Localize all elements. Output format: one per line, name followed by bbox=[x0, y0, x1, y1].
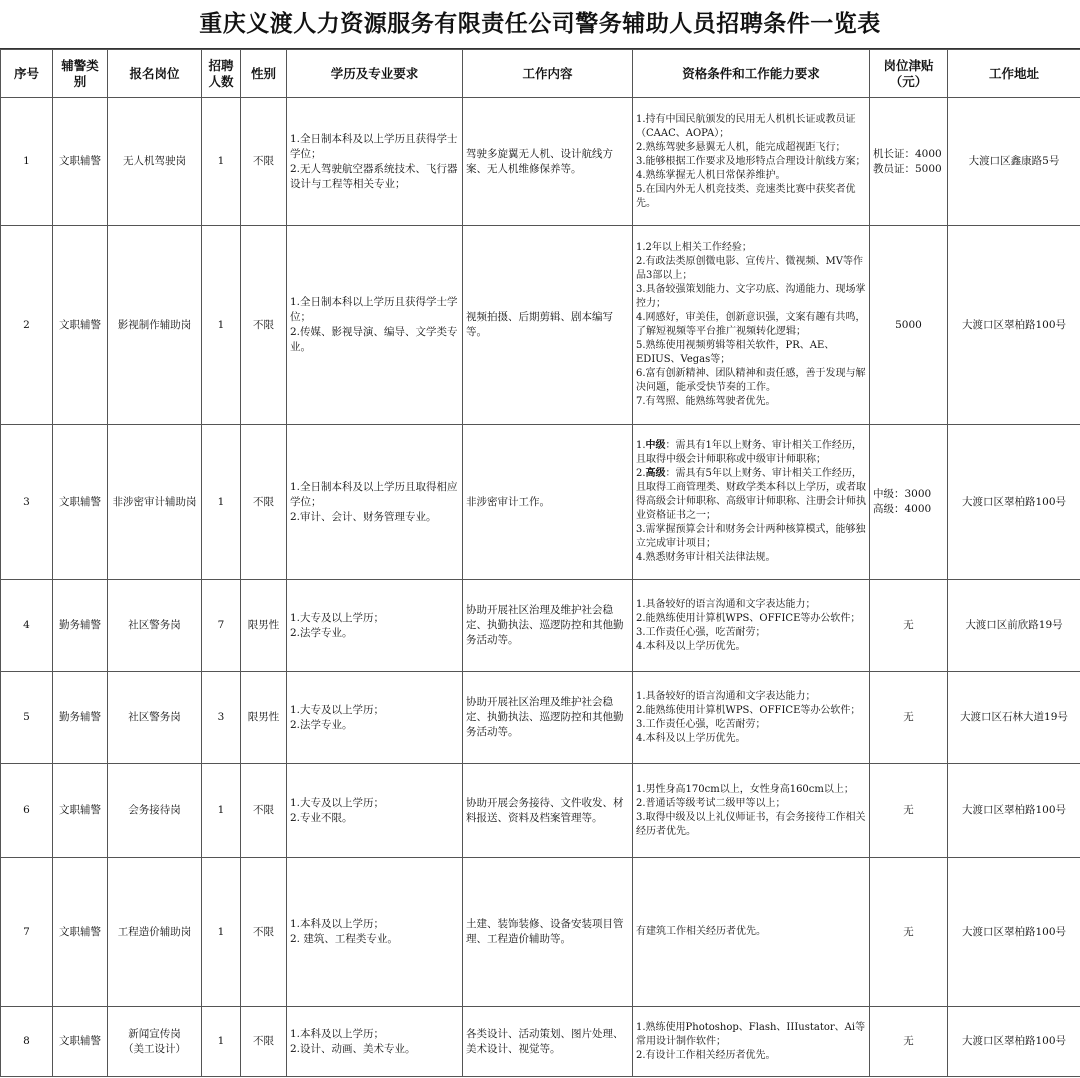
requirement-line: 1.持有中国民航颁发的民用无人机机长证或教员证（CAAC、AOPA）； bbox=[636, 113, 856, 139]
requirement-line: 1.具备较好的语言沟通和文字表达能力； bbox=[636, 598, 816, 610]
allowance-line: 无 bbox=[903, 711, 914, 723]
education-line: 2.无人驾驶航空器系统技术、飞行器设计与工程等相关专业； bbox=[290, 162, 458, 190]
cell-education bbox=[287, 580, 463, 672]
cell-count: 7 bbox=[202, 580, 241, 672]
cell-gender: 不限 bbox=[241, 764, 287, 858]
cell-position bbox=[108, 858, 202, 1007]
cell-count: 1 bbox=[202, 425, 241, 580]
requirement-line: 1.中级：需具有1年以上财务、审计相关工作经历，且取得中级会计师职称或中级审计师职称； bbox=[636, 440, 862, 465]
requirement-line: 3.具备较强策划能力、文字功底、沟通能力、现场掌控力； bbox=[636, 284, 866, 309]
cell-count: 1 bbox=[202, 1007, 241, 1077]
requirements-clip bbox=[636, 241, 866, 409]
cell-position bbox=[108, 764, 202, 858]
requirement-line: 2.熟练驾驶多悬翼无人机，能完成超视距飞行； bbox=[636, 141, 846, 153]
requirement-line: 3.工作责任心强，吃苦耐劳； bbox=[636, 626, 766, 638]
cell-address: 大渡口区前欣路19号 bbox=[948, 580, 1080, 672]
cell-category: 文职辅警 bbox=[53, 425, 108, 580]
cell-allowance bbox=[870, 226, 948, 425]
cell-gender: 不限 bbox=[241, 425, 287, 580]
page-title: 重庆义渡人力资源服务有限责任公司警务辅助人员招聘条件一览表 bbox=[0, 0, 1080, 49]
cell-address: 大渡口区石林大道19号 bbox=[948, 672, 1080, 764]
requirement-line: 4.本科及以上学历优先。 bbox=[636, 732, 746, 744]
cell-allowance bbox=[870, 1007, 948, 1077]
position-line: 工程造价辅助岗 bbox=[117, 925, 192, 938]
cell-duty: 协助开展社区治理及维护社会稳定、执勤执法、巡逻防控和其他勤务活动等。 bbox=[463, 672, 633, 764]
cell-index: 1 bbox=[1, 98, 53, 226]
requirement-line: 4.网感好，审美佳，创新意识强，文案有趣有共鸣，了解短视频等平台推广视频转化逻辑； bbox=[636, 312, 866, 337]
education-line: 2.法学专业。 bbox=[290, 718, 353, 731]
cell-position bbox=[108, 226, 202, 425]
header-education: 学历及专业要求 bbox=[287, 50, 463, 98]
cell-requirements bbox=[633, 764, 870, 858]
requirements-clip bbox=[636, 783, 866, 839]
position-line: 社区警务岗 bbox=[128, 711, 181, 723]
cell-category: 文职辅警 bbox=[53, 98, 108, 226]
table-row bbox=[1, 226, 1080, 425]
requirement-line: 7.有驾照、能熟练驾驶者优先。 bbox=[636, 396, 776, 407]
education-line: 1.全日制本科及以上学历且取得相应学位； bbox=[290, 480, 458, 508]
allowance-line: 无 bbox=[903, 925, 914, 938]
header-count: 招聘人数 bbox=[202, 50, 241, 98]
education-line: 1.大专及以上学历； bbox=[290, 796, 385, 809]
header-category: 辅警类别 bbox=[53, 50, 108, 98]
cell-gender: 不限 bbox=[241, 1007, 287, 1077]
cell-gender: 不限 bbox=[241, 858, 287, 1007]
cell-address: 大渡口区翠柏路100号 bbox=[948, 425, 1080, 580]
education-line: 1.本科及以上学历； bbox=[290, 1027, 385, 1040]
education-line: 2.审计、会计、财务管理专业。 bbox=[290, 510, 437, 523]
allowance-line: 无 bbox=[903, 619, 914, 631]
cell-index: 8 bbox=[1, 1007, 53, 1077]
header-index: 序号 bbox=[1, 50, 53, 98]
header-gender: 性别 bbox=[241, 50, 287, 98]
cell-duty: 视频拍摄、后期剪辑、剧本编写等。 bbox=[463, 226, 633, 425]
cell-index: 3 bbox=[1, 425, 53, 580]
cell-gender: 限男性 bbox=[241, 672, 287, 764]
requirement-line: 有建筑工作相关经历者优先。 bbox=[636, 926, 766, 937]
requirements-clip bbox=[636, 1021, 866, 1063]
requirement-line: 3.取得中级及以上礼仪师证书，有会务接待工作相关经历者优先。 bbox=[636, 811, 866, 837]
requirement-level: 中级 bbox=[645, 440, 666, 451]
cell-category: 文职辅警 bbox=[53, 858, 108, 1007]
cell-index: 5 bbox=[1, 672, 53, 764]
requirement-line: 2.有设计工作相关经历者优先。 bbox=[636, 1049, 776, 1061]
position-line: 无人机驾驶岗 bbox=[123, 155, 186, 167]
cell-gender: 不限 bbox=[241, 98, 287, 226]
requirement-line: 1.具备较好的语言沟通和文字表达能力； bbox=[636, 690, 816, 702]
cell-index: 7 bbox=[1, 858, 53, 1007]
cell-requirements bbox=[633, 98, 870, 226]
header-address: 工作地址 bbox=[948, 50, 1080, 98]
cell-index: 6 bbox=[1, 764, 53, 858]
requirement-line: 1.2年以上相关工作经验； bbox=[636, 242, 752, 253]
cell-category: 文职辅警 bbox=[53, 764, 108, 858]
allowance-line: 教员证：5000 bbox=[873, 162, 942, 175]
cell-duty: 非涉密审计工作。 bbox=[463, 425, 633, 580]
cell-position bbox=[108, 425, 202, 580]
cell-requirements bbox=[633, 672, 870, 764]
education-line: 2.设计、动画、美术专业。 bbox=[290, 1042, 416, 1055]
cell-index: 4 bbox=[1, 580, 53, 672]
cell-education bbox=[287, 425, 463, 580]
cell-duty: 协助开展会务接待、文件收发、材料报送、资料及档案管理等。 bbox=[463, 764, 633, 858]
cell-allowance bbox=[870, 858, 948, 1007]
cell-gender: 限男性 bbox=[241, 580, 287, 672]
cell-duty: 协助开展社区治理及维护社会稳定、执勤执法、巡逻防控和其他勤务活动等。 bbox=[463, 580, 633, 672]
cell-count: 3 bbox=[202, 672, 241, 764]
cell-education bbox=[287, 1007, 463, 1077]
table-row bbox=[1, 580, 1080, 672]
allowance-line: 中级：3000 bbox=[873, 488, 932, 500]
cell-education bbox=[287, 226, 463, 425]
allowance-line: 无 bbox=[903, 1035, 914, 1047]
position-line: 影视制作辅助岗 bbox=[117, 318, 192, 331]
education-line: 2. 建筑、工程类专业。 bbox=[290, 933, 398, 945]
cell-allowance bbox=[870, 580, 948, 672]
allowance-line: 机长证：4000 bbox=[873, 147, 942, 160]
cell-count: 1 bbox=[202, 858, 241, 1007]
education-line: 1.本科及以上学历； bbox=[290, 918, 385, 930]
cell-address: 大渡口区鑫康路5号 bbox=[948, 98, 1080, 226]
cell-index: 2 bbox=[1, 226, 53, 425]
cell-category: 勤务辅警 bbox=[53, 672, 108, 764]
requirement-line: 3.工作责任心强，吃苦耐劳； bbox=[636, 718, 766, 730]
cell-allowance bbox=[870, 98, 948, 226]
allowance-line: 高级：4000 bbox=[873, 503, 932, 515]
cell-count: 1 bbox=[202, 226, 241, 425]
cell-gender: 不限 bbox=[241, 226, 287, 425]
requirement-line: 3.需掌握预算会计和财务会计两种核算模式，能够独立完成审计项目； bbox=[636, 524, 866, 549]
position-line: 非涉密审计辅助岗 bbox=[112, 495, 197, 508]
header-position: 报名岗位 bbox=[108, 50, 202, 98]
table-row bbox=[1, 98, 1080, 226]
requirement-line: 2.高级：需具有5年以上财务、审计相关工作经历，且取得工商管理类、财政学类本科以上学历，或者取得高级会计师职称、高级审计师职称、注册会计师执业资格证书之一； bbox=[636, 468, 866, 521]
cell-position bbox=[108, 672, 202, 764]
cell-requirements bbox=[633, 226, 870, 425]
education-line: 1.大专及以上学历； bbox=[290, 611, 385, 624]
cell-duty: 各类设计、活动策划、图片处理、美术设计、视觉等。 bbox=[463, 1007, 633, 1077]
cell-requirements bbox=[633, 425, 870, 580]
allowance-line: 5000 bbox=[895, 318, 922, 331]
position-line: （美工设计） bbox=[123, 1042, 186, 1055]
requirement-line: 2.普通话等级考试二级甲等以上； bbox=[636, 797, 786, 809]
table-row bbox=[1, 764, 1080, 858]
position-line: 会务接待岗 bbox=[128, 804, 181, 816]
requirements-clip bbox=[636, 925, 866, 939]
education-line: 2.专业不限。 bbox=[290, 811, 353, 824]
requirements-clip bbox=[636, 598, 866, 654]
requirement-level: 高级 bbox=[645, 468, 666, 479]
education-line: 1.全日制本科及以上学历且获得学士学位； bbox=[290, 132, 458, 160]
requirement-line: 1.熟练使用Photoshop、Flash、IIIustator、Ai等常用设计制作软件； bbox=[636, 1021, 866, 1047]
cell-count: 1 bbox=[202, 98, 241, 226]
cell-address: 大渡口区翠柏路100号 bbox=[948, 764, 1080, 858]
cell-requirements bbox=[633, 580, 870, 672]
cell-duty: 土建、装饰装修、设备安装项目管理、工程造价辅助等。 bbox=[463, 858, 633, 1007]
cell-education bbox=[287, 98, 463, 226]
cell-allowance bbox=[870, 764, 948, 858]
requirement-line: 2.能熟练使用计算机WPS、OFFICE等办公软件； bbox=[636, 704, 861, 716]
table-row bbox=[1, 672, 1080, 764]
education-line: 2.传媒、影视导演、编导、文学类专业。 bbox=[290, 326, 458, 353]
requirement-line: 1.男性身高170cm以上，女性身高160cm以上； bbox=[636, 783, 854, 795]
cell-category: 文职辅警 bbox=[53, 1007, 108, 1077]
cell-education bbox=[287, 764, 463, 858]
cell-education bbox=[287, 858, 463, 1007]
cell-requirements bbox=[633, 1007, 870, 1077]
requirements-clip bbox=[636, 690, 866, 746]
header-duty: 工作内容 bbox=[463, 50, 633, 98]
cell-address: 大渡口区翠柏路100号 bbox=[948, 858, 1080, 1007]
requirement-line: 6.富有创新精神、团队精神和责任感，善于发现与解决问题，能承受快节奏的工作。 bbox=[636, 368, 866, 393]
requirement-line: 4.熟悉财务审计相关法律法规。 bbox=[636, 552, 776, 563]
cell-allowance bbox=[870, 425, 948, 580]
cell-address: 大渡口区翠柏路100号 bbox=[948, 226, 1080, 425]
requirement-line: 2.能熟练使用计算机WPS、OFFICE等办公软件； bbox=[636, 612, 861, 624]
requirement-line: 3.能够根据工作要求及地形特点合理设计航线方案； bbox=[636, 155, 866, 167]
cell-position bbox=[108, 580, 202, 672]
cell-position bbox=[108, 1007, 202, 1077]
education-line: 1.大专及以上学历； bbox=[290, 703, 385, 716]
table-row bbox=[1, 425, 1080, 580]
requirements-clip bbox=[636, 439, 866, 565]
table-row bbox=[1, 858, 1080, 1007]
requirement-line: 4.熟练掌握无人机日常保养维护。 bbox=[636, 169, 786, 181]
requirement-line: 5.熟练使用视频剪辑等相关软件，PR、AE、EDIUS、Vegas等； bbox=[636, 340, 835, 365]
requirement-line: 5.在国内外无人机竞技类、竞速类比赛中获奖者优先。 bbox=[636, 183, 856, 209]
cell-requirements bbox=[633, 858, 870, 1007]
recruitment-table bbox=[0, 49, 1080, 1077]
cell-count: 1 bbox=[202, 764, 241, 858]
position-line: 新闻宣传岗 bbox=[128, 1027, 181, 1040]
header-row bbox=[1, 50, 1080, 98]
requirement-line: 4.本科及以上学历优先。 bbox=[636, 640, 746, 652]
cell-address: 大渡口区翠柏路100号 bbox=[948, 1007, 1080, 1077]
cell-allowance bbox=[870, 672, 948, 764]
cell-category: 文职辅警 bbox=[53, 226, 108, 425]
requirement-line: 2.有政法类原创微电影、宣传片、微视频、MV等作品3部以上； bbox=[636, 256, 864, 281]
allowance-line: 无 bbox=[903, 804, 914, 816]
table-row bbox=[1, 1007, 1080, 1077]
cell-duty: 驾驶多旋翼无人机、设计航线方案、无人机维修保养等。 bbox=[463, 98, 633, 226]
cell-category: 勤务辅警 bbox=[53, 580, 108, 672]
cell-position bbox=[108, 98, 202, 226]
header-allowance: 岗位津贴（元） bbox=[870, 50, 948, 98]
cell-education bbox=[287, 672, 463, 764]
requirements-clip bbox=[636, 113, 866, 211]
education-line: 1.全日制本科以上学历且获得学士学位； bbox=[290, 296, 458, 323]
education-line: 2.法学专业。 bbox=[290, 626, 353, 639]
header-requirements: 资格条件和工作能力要求 bbox=[633, 50, 870, 98]
position-line: 社区警务岗 bbox=[128, 619, 181, 631]
